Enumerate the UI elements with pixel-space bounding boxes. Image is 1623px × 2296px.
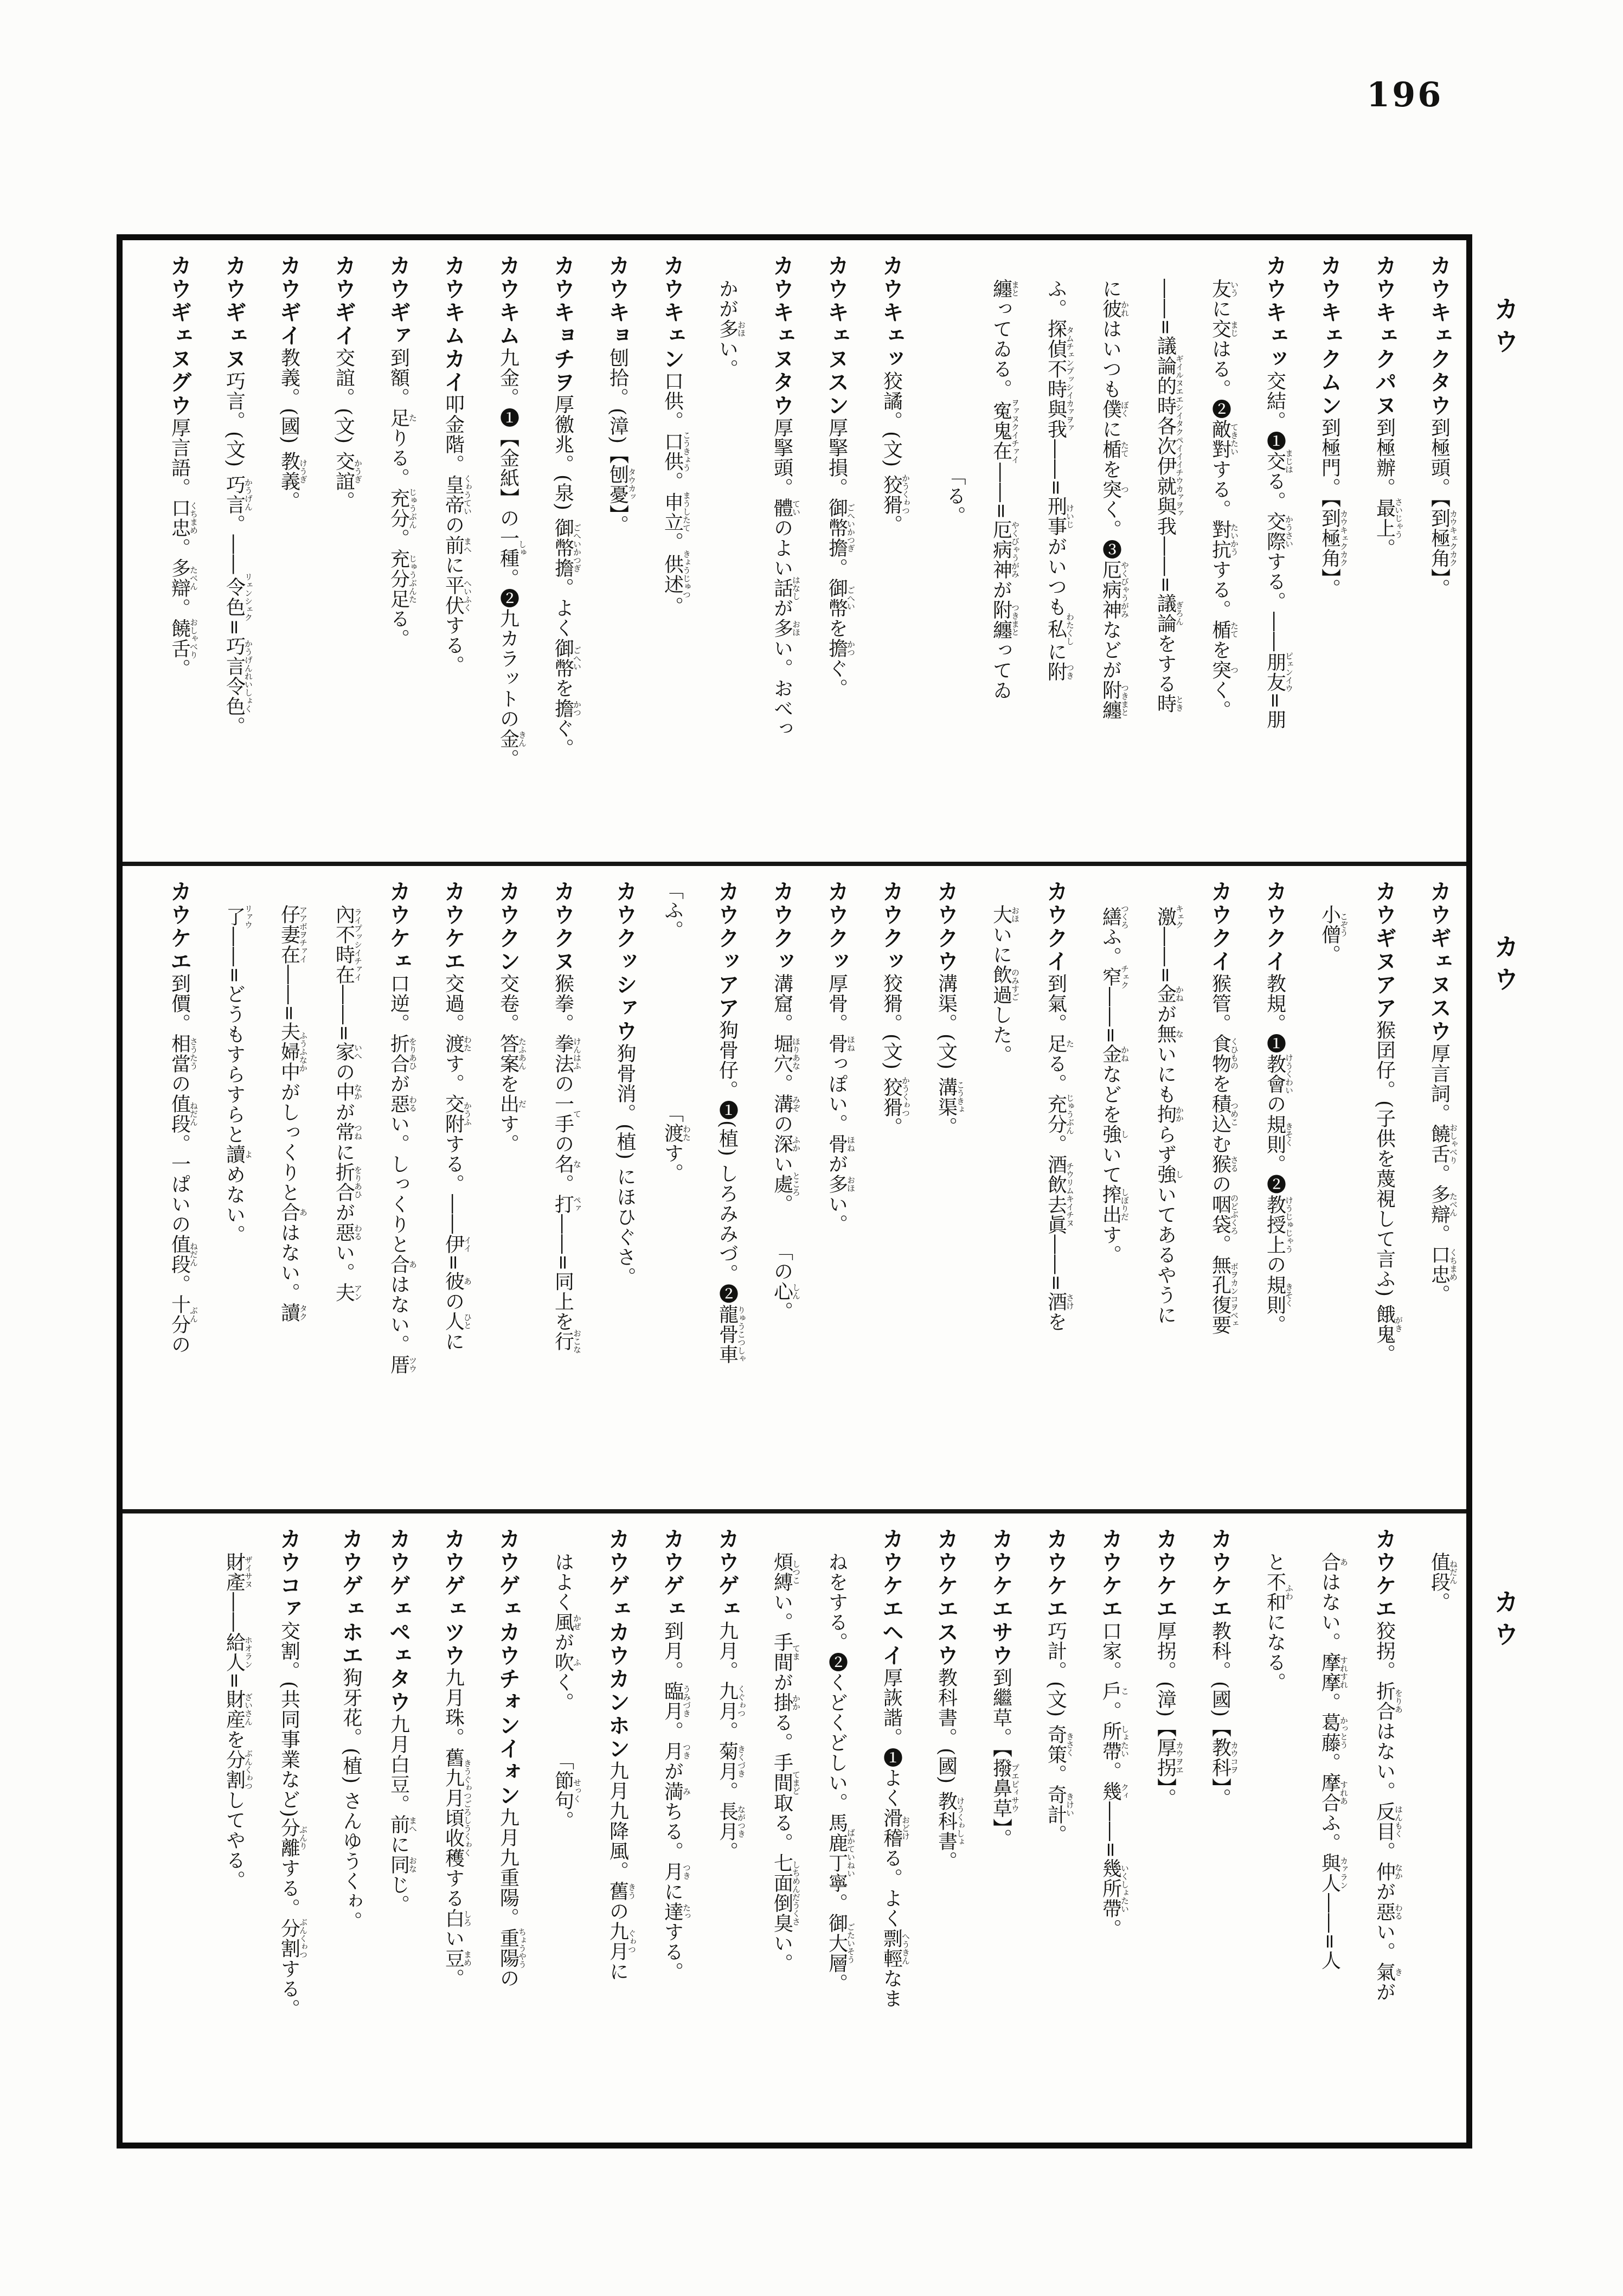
definition-text: 九月白豆。前まへに同おなじ。 [387,1714,418,1915]
entry-column [1019,1528,1074,2139]
entry-column [746,880,800,1506]
entry-column [472,254,527,858]
definition-text: 到極辦。最上さいじゃう。 [1373,418,1403,559]
entry-column [746,254,800,858]
definition-text: 到繼草。【撥鼻草プエピィサウ】。 [990,1668,1020,1849]
entry-column [800,880,855,1506]
continuation-column [1293,880,1348,1506]
continuation-column [746,1528,800,2139]
definition-text: 口家。戶こ。所帶しょたい。幾クィ――=幾所帶いくしょたい。 [1099,1621,1130,1939]
headword: カウゲェ [714,1528,740,1621]
definition-text: かが多おほい。 [716,279,746,379]
band-divider [123,862,1466,866]
definition-text: 狗骨仔。❶(植) しろみみづ。❷龍骨車りゅうこつしゃ [716,1020,746,1364]
definition-text: 猴管。食物くひものを積込つめこむ猴さるの咽袋のどぶくろ。無孔復要ボヲカンコヲベェ [1209,973,1239,1335]
entry-column [855,254,910,858]
definition-text: 口逆。折合をりあひが惡わるい。しっくりと合あはない。厝ツウ [387,973,418,1375]
continuation-column [1129,254,1184,858]
entry-column [691,880,746,1506]
entry-column [636,254,691,858]
entry-column [691,1528,746,2139]
definition-text: 交過。渡わたす。交附かうふする。――伊イイ=彼あの人ひとに [442,973,472,1352]
headword: カウキムカイ [440,254,466,394]
definition-text: 狡譎。(文) 狡猾かうくゎつ。 [880,371,910,535]
headword: カウキェヌタウ [769,254,794,418]
definition-text: ――=議論的時各次伊就與我ギイルヌエエシイタクペイイイチウカァヲァ――=議論ぎろんをする時とき [1154,279,1184,714]
definition-text: に彼かれはいつも僕ぼくに楯たてを突つく。❸厄病神やくびゃうがみなどが附纏つきまと [1099,279,1130,720]
headword: カウキェクパヌ [1371,254,1397,418]
definition-text: 教規。❶教會けうくわいの規則きそく。❷教授上けうじゅじゃうの規則きそく。 [1263,973,1294,1335]
entry-column [581,880,636,1506]
entry-column [472,880,527,1506]
entry-column [143,880,198,1506]
definition-text: 厚詼諧。❶よく滑稽おどける。よく剽輕へうきんなま [880,1668,910,2009]
definition-text: 刨拾。(漳)【刨憂タウカッ】。 [606,348,637,535]
entry-column [417,1528,472,2139]
margin-tab-kau-3: カウ [1490,1589,1519,1654]
definition-text: 猴拳。拳法けんはふの一手ての名な。打ペァ――=同上を行おこな [551,973,582,1354]
headword: カウケエ [166,880,192,973]
continuation-column [965,254,1019,858]
definition-text: 小僧こぞう。 [1318,905,1349,965]
headword: カウゲェカウカンホン [605,1528,630,1761]
entry-column [910,1528,965,2139]
definition-text: 九月九重陽。重陽ちょうやうの [497,1807,527,1989]
definition-text: 內不時在ライプッシイチァイ――=家いへの中なかが常つねに折合をりあひが惡わるい。夫アン [332,905,363,1303]
definition-text: 到月。臨月うみづき。月つきが満みちる。月つきに達たっする。 [661,1621,691,1982]
entry-column [198,254,253,858]
headword: カウクッ [769,880,794,973]
definition-text: 狡拐。折合をりあはない。反目はんもく。仲なかが惡わるい。氣きが [1373,1621,1403,2002]
definition-text: 繕つくろふ。窄チェク――=金かねなどを強しいて搾出しぼりだす。 [1099,905,1130,1265]
continuation-fragment: 「の心しん。 [771,1241,801,1322]
definition-text: 煩縛しつこい。手間てまが掛かかる。手間取てまどる。七面倒臭しちめんだうくさい。 [771,1552,801,1973]
headword: カウギイ [331,254,356,348]
entry-column [1184,1528,1239,2139]
definition-text: 仔妻在アアボヲチァイ――=夫婦中ふうふなかがしっくりと合あはない。讀タク [278,905,308,1323]
continuation-fragment: 「節句せっく。 [551,1750,582,1831]
entry-column [253,254,307,858]
band-3 [123,1513,1466,2143]
entry-column [1348,254,1403,858]
definition-text: 狗牙花。(植) さんゆうくゎ。 [340,1668,362,1932]
entry-column [307,1528,362,2139]
continuation-column [965,880,1019,1506]
definition-text: 合あはない。摩摩すれすれ。葛藤かっとう。摩合すれあふ。與人カァラン――=人 [1318,1552,1349,1971]
definition-text: 大おほいに飲過のみすごした。 [990,905,1020,1065]
entry-column [1239,880,1293,1506]
headword: カウゲェペェタウ [386,1528,411,1714]
definition-text: 交誼。(文) 交誼かうぎ。 [332,348,363,511]
definition-text: 九月珠。舊九月頃收穫きうぐゎつごろしうくゎくする白しろい豆まめ。 [442,1668,472,1989]
headword: カウキョ [605,254,630,348]
definition-text: 纏まとってゐる。寃鬼在ヲァヌクイチァイ――=厄病神やくびゃうがみが附纏つきまとってゐ [990,279,1020,701]
definition-text: 交結。❶交まじはる。交際かうさいする。――朋友ピェンイウ=朋 [1263,371,1294,729]
entry-column [1348,880,1403,1506]
headword: カウキェッ [878,254,904,371]
band-1 [123,240,1466,862]
headword: カウゲェホエ [338,1528,363,1668]
headword: カウケエ [1098,1528,1123,1621]
headword: カウキェクタウ [1426,254,1452,418]
headword: カウキョチヲ [550,254,575,394]
definition-text: 狗骨消。(植) にほひぐさ。 [614,1043,636,1287]
definition-text: 九月。九月くぐゎつ。菊月きくづき。長月ながつき。 [716,1621,746,1862]
entry-column [1074,1528,1129,2139]
headword: カウキェクムン [1317,254,1342,418]
definition-text: 到價。相當さうたうの值段ねだん。一ぱいの值段ねだん。十分ぶんの [168,973,198,1355]
definition-text: 厚掔頭。體ていのよい話はなしが多おほい。おべっ [771,418,801,739]
continuation-fragment: 「渡わたす。 [661,1103,691,1183]
headword: カウケエ [1371,1528,1397,1621]
definition-text: と不和ふわになる。 [1263,1552,1294,1692]
entry-column [855,1528,910,2139]
headword: カウギェヌ [221,254,247,371]
entry-column [1019,880,1074,1506]
definition-text: 激キェク――=金かねが無ないにも拘かからず強しいてあるやうに [1154,905,1184,1325]
definition-text: はよく風かぜが吹ふく。 [551,1552,582,1713]
headword: カウクヌ [550,880,575,973]
entry-column [581,1528,636,2139]
headword: カウケエヘイ [878,1528,904,1668]
entry-column [417,880,472,1506]
headword: カウギェヌスウ [1426,880,1452,1043]
definition-text: 厚徼兆。(泉) 御幣擔ごへいかつぎ。よく御幣ごへいを擔かつぐ。 [551,394,582,759]
entry-column [1184,880,1239,1506]
continuation-column [307,880,362,1506]
headword: カウクウ [933,880,959,973]
entry-column [1129,1528,1184,2139]
entry-column [910,880,965,1506]
continuation-column [1184,254,1239,858]
definition-text: 溝窟。堀穴ほりあな。溝みぞの深ふかい處ところ。 [771,973,801,1214]
definition-text: 厚拐。(漳)【厚拐カウヲヱ】。 [1154,1621,1184,1808]
headword: カウケエ [1207,1528,1233,1621]
entry-column [253,1528,307,2139]
margin-tab-kau-1: カウ [1490,296,1519,361]
headword: カウクッシァウ [612,880,637,1043]
entry-column [362,1528,417,2139]
definition-text: 九金。❶【金紙】の一種しゅ。❷九カラットの金きん。 [497,348,527,769]
definition-text: 厚言詞。饒舌おしゃべり。多辯たべん。口忠くちまめ。 [1428,1043,1458,1305]
continuation-column [527,1528,581,2139]
band-2 [123,866,1466,1509]
definition-text: ねをする。❷くどくどしい。馬鹿丁寧ばかていねい。御大層ごたいそう。 [825,1552,856,1993]
headword: カウキム [495,254,521,348]
entry-column [527,880,581,1506]
entry-column [581,254,636,858]
definition-text: 厚掔損。御幣擔ごへいかつぎ。御幣ごへいを擔かつぐ。 [825,418,856,698]
headword: カウゲェツウ [440,1528,466,1668]
headword: カウギヌアア [1371,880,1397,1020]
entry-column [1403,880,1458,1506]
entry-column [800,254,855,858]
entry-column [472,1528,527,2139]
definition-text: 到極門。【到極角カウキェクカク】。 [1318,418,1349,599]
headword: カウクイ [1207,880,1233,973]
continuation-column [1403,1528,1458,2139]
headword: カウクイ [1043,880,1068,973]
definition-text: ふ。探偵不時與我タムチェンプッシイカァヲァ――=刑事けいじがいつも私わたくしに附つき [1044,279,1075,682]
continuation-column [1074,880,1129,1506]
definition-text: 巧計。(文) 奇策きさく。奇計きけい。 [1044,1621,1075,1845]
headword: カウキェン [659,254,685,371]
headword: カウコァ [276,1528,301,1621]
definition-text: 值段ねだん。 [1428,1552,1458,1612]
headword: カウケエ [1043,1528,1068,1621]
definition-text: 到極頭。【到極角カウキェクカク】。 [1428,418,1458,599]
entry-column [417,254,472,858]
entry-column [143,254,198,858]
entry-column [636,1528,691,2139]
headword: カウキェヌスン [824,254,849,418]
headword: カウケエ [1152,1528,1178,1621]
headword: カウケエサウ [988,1528,1013,1668]
headword: カウクイ [1262,880,1287,973]
definition-text: 九月九降風。舊きうの九月ぐゎつに [606,1761,637,1981]
definition-text: 教科。(國)【教科カウコヲ】。 [1209,1621,1239,1808]
continuation-column [198,880,253,1506]
page-number: 196 [1367,75,1444,114]
definition-text: 口供。口供こうきょう。申立まうしたて。供述きょうじゅつ。 [661,371,691,617]
headword: カウキェッ [1262,254,1287,371]
continuation-column [800,1528,855,2139]
continuation-column [691,254,746,858]
headword: カウクン [495,880,521,973]
continuation-column [636,880,691,1506]
headword: カウギイ [276,254,301,348]
definition-text: 厚骨。骨ほねっぽい。骨ほねが多おほい。 [825,973,856,1234]
headword: カウギァ [386,254,411,348]
headword: カウケエスウ [933,1528,959,1668]
entry-column [1293,254,1348,858]
continuation-column [1239,1528,1293,2139]
entry-column [855,880,910,1506]
definition-text: 狡猾。(文) 狡猾かうくゎつ。 [880,973,910,1138]
entry-column [307,254,362,858]
definition-text: 叩金階。皇帝くゎうていの前まへに平伏へいふくする。 [442,394,472,676]
headword: カウゲェ [659,1528,685,1621]
definition-text: 猴囝仔。(子供を蔑視して言ふ) 餓鬼がき。 [1373,1020,1403,1364]
definition-text: 教義。(國) 教義けうぎ。 [278,348,308,511]
definition-text: 交割。(共同事業など)分離ぶんりする。分割ぶんくゎつする。 [278,1621,308,2019]
headword: カウクッ [878,880,904,973]
definition-text: 到氣。足たる。充分じゅうぶん。酒飲去眞チウリムキイチヌ――=酒さけを [1044,973,1075,1332]
entry-column [362,880,417,1506]
definition-text: 「る。 [944,466,966,526]
entry-column [1348,1528,1403,2139]
headword: カウクッアア [714,880,740,1020]
definition-text: 「ふ。 [661,880,684,940]
entry-column [1403,254,1458,858]
definition-text: 交卷。答案たふあんを出だす。 [497,973,527,1154]
continuation-column [198,1528,253,2139]
entry-column [527,254,581,858]
entry-column [362,254,417,858]
continuation-column [1019,254,1074,858]
definition-text: 溝渠。(文) 溝渠こうきょ。 [935,973,965,1137]
margin-tab-kau-2: カウ [1490,934,1519,999]
headword: カウギェヌグウ [166,254,192,418]
definition-text: 財產ザイサヌ――給人ホオラン=財産ざいさんを分割ぶんくゎつしてやる。 [223,1552,253,1890]
headword: カウケェ [386,880,411,973]
definition-text: 教科書。(國) 教科書けうくゎしょ。 [935,1668,965,1871]
definition-text: 了リァウ――=どうもすらすらと讀よめない。 [223,905,253,1245]
continuation-column [1129,880,1184,1506]
continuation-column [910,254,965,858]
definition-text: 友いうに交まじはる。❷敵對てきたいする。對抗たいかうする。楯たてを突つく。 [1209,279,1239,720]
definition-text: 厚言語。口忠くちまめ。多辯たべん。饒舌おしゃべり。 [168,418,198,679]
entry-column [965,1528,1019,2139]
definition-text: 巧言。(文) 巧言かうげん。――令色リェンシェク=巧言令色かうげんれいしょく。 [223,371,253,736]
band-divider [123,1509,1466,1513]
headword: カウケエ [440,880,466,973]
page-frame [117,234,1472,2149]
headword: カウクッ [824,880,849,973]
definition-text: 到額。足たりる。充分じゅうぶん。充分足じゅうぶんたる。 [387,348,418,649]
continuation-column [253,880,307,1506]
headword: カウゲェカウチォンイォン [495,1528,521,1807]
entry-column [1239,254,1293,858]
continuation-column [1074,254,1129,858]
continuation-column [1293,1528,1348,2139]
